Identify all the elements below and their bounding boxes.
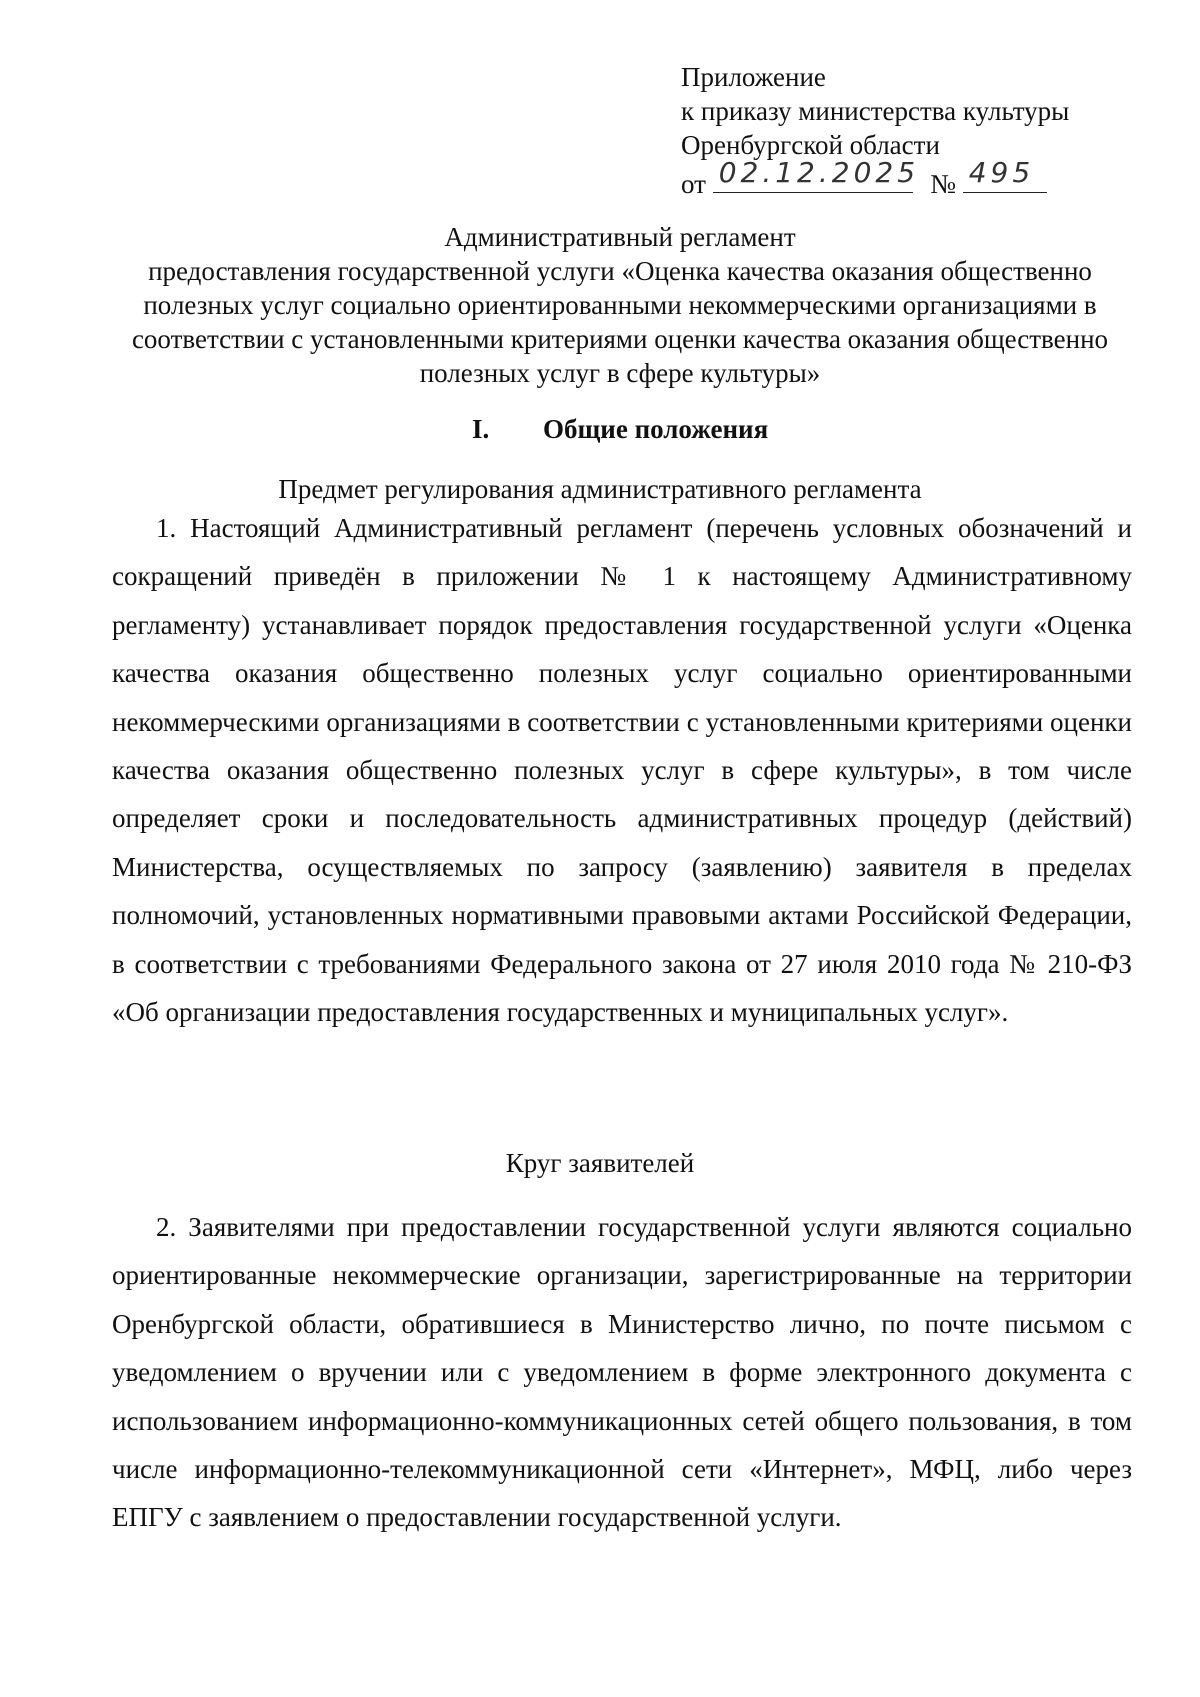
subheading-applicants: Круг заявителей xyxy=(505,1148,695,1178)
number-prefix: № xyxy=(930,169,956,199)
title-line-3: полезных услуг социально ориентированными некоммерческими организациями в xyxy=(143,290,1097,320)
annex-date-number-line xyxy=(681,156,1069,201)
document-title xyxy=(90,220,1150,390)
number-field xyxy=(963,156,1047,193)
annex-block xyxy=(681,60,1069,201)
title-line-2: предоставления государственной услуги «Оценка качества оказания общественно xyxy=(148,256,1092,286)
title-line-5: полезных услуг в сфере культуры» xyxy=(419,358,821,388)
date-field xyxy=(713,156,920,193)
handwritten-number: 495 xyxy=(968,156,1035,189)
annex-order-ref: к приказу министерства культуры xyxy=(681,96,1070,126)
section-number: I. xyxy=(472,414,490,444)
date-prefix: от xyxy=(681,169,706,199)
title-line-1: Административный регламент xyxy=(444,222,796,252)
paragraph-1: 1. Настоящий Административный регламент (перечень условных обозначений и сокращений приведён в приложении № 1 к настоящему Административному регламенту) устанавливает порядок предоставления государственной услуги «Оценка качества оказания общественно полезных услуг социально ориентированными некоммерческими организациями в соответствии с установленными критериями оценки качества оказания общественно полезных услуг в сфере культуры», в том числе определяет сроки и последовательность административных процедур (действий) Министерства, осуществляемых по запросу (заявлению) заявителя в пределах полномочий, установленных нормативными правовыми актами Российской Федерации, в соответствии с требованиями Федерального закона от 27 июля 2010 года № 210-ФЗ «Об организации предоставления государственных и муниципальных услуг». xyxy=(112,513,1132,1028)
annex-label: Приложение xyxy=(681,62,826,92)
handwritten-date: 02.12.2025 xyxy=(718,156,920,189)
section-title: Общие положения xyxy=(543,414,769,444)
title-line-4: соответствии с установленными критериями оценки качества оказания общественно xyxy=(131,324,1109,354)
annex-region: Оренбургской области xyxy=(681,130,940,160)
subheading-subject: Предмет регулирования административного регламента xyxy=(278,474,922,504)
paragraph-2: 2. Заявителями при предоставлении государственной услуги являются социально ориентированные некоммерческие организации, зарегистрированные на территории Оренбургской области, обратившиеся в Министерство лично, по почте письмом с уведомлением о вручении или с уведомлением в форме электронного документа с использованием информационно-коммуникационных сетей общего пользования, в том числе информационно-телекоммуникационной сети «Интернет», МФЦ, либо через ЕПГУ с заявлением о предоставлении государственной услуги. xyxy=(112,1212,1132,1533)
